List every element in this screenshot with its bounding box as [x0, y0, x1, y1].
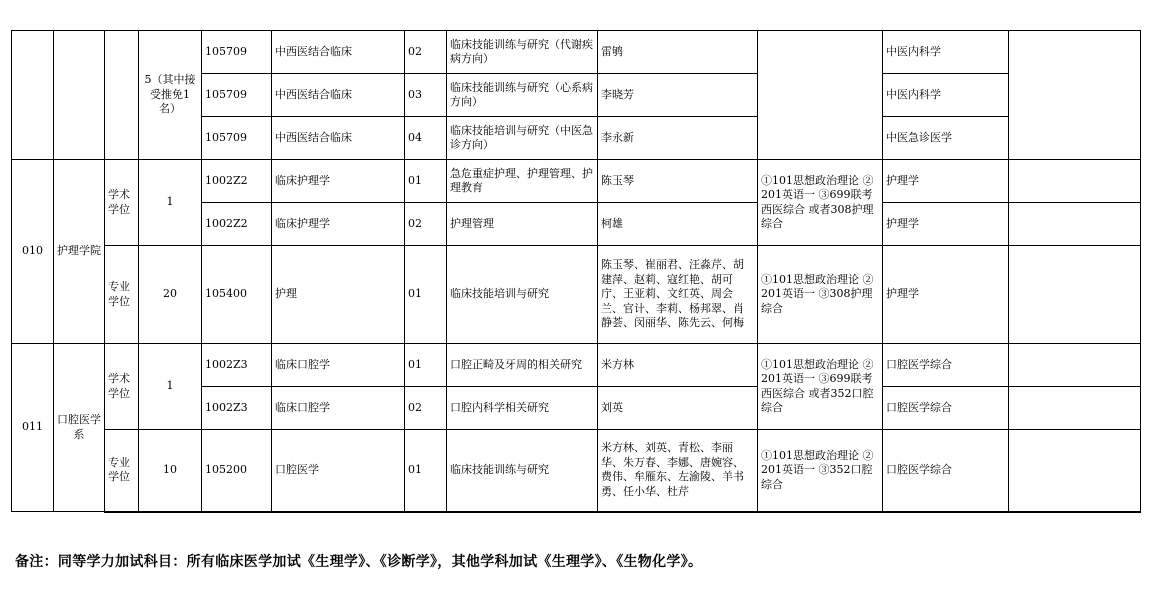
major-code: 105709 [202, 74, 272, 117]
retest-subject: 中医内科学 [883, 31, 1009, 74]
retest-subject: 口腔医学综合 [883, 430, 1009, 512]
enroll-count: 10 [139, 430, 202, 512]
research-direction: 临床技能培训与研究（中医急诊方向） [447, 117, 598, 160]
table-row [12, 160, 1141, 203]
direction-number: 01 [405, 160, 447, 203]
degree-type: 学术学位 [105, 344, 139, 430]
tutor: 刘英 [598, 387, 758, 430]
degree-type: 专业学位 [105, 246, 139, 344]
major-code: 105400 [202, 246, 272, 344]
major-code: 1002Z3 [202, 344, 272, 387]
major-name: 口腔医学 [272, 430, 405, 512]
major-name: 中西医结合临床 [272, 74, 405, 117]
table-row [12, 430, 1141, 512]
tutor-list: 陈玉琴、崔丽君、汪淼芹、胡建萍、赵莉、寇红艳、胡可庁、王亚莉、文红英、周会兰、官计、李莉、杨邦翠、肖静荟、闵丽华、陈先云、何梅 [598, 246, 758, 344]
dept-code: 010 [12, 160, 54, 344]
footnote: 备注：同等学力加试科目：所有临床医学加试《生理学》、《诊断学》，其他学科加试《生理学》、《生物化学》。 [15, 554, 703, 570]
direction-number: 02 [405, 31, 447, 74]
major-code: 105709 [202, 31, 272, 74]
dept-name: 护理学院 [54, 160, 105, 344]
tutor: 陈玉琴 [598, 160, 758, 203]
exam-subjects: ①101思想政治理论 ②201英语一 ③308护理综合 [758, 246, 883, 344]
dept-name: 口腔医学系 [54, 344, 105, 512]
degree-type-cell [105, 31, 139, 160]
dept-code-cell [12, 31, 54, 160]
tutor: 李晓芳 [598, 74, 758, 117]
major-code: 1002Z2 [202, 160, 272, 203]
remarks-cell [1009, 246, 1141, 344]
research-direction: 临床技能培训与研究 [447, 246, 598, 344]
direction-number: 01 [405, 430, 447, 512]
table-row [12, 31, 1141, 74]
remarks-cell [1009, 344, 1141, 387]
enroll-count: 20 [139, 246, 202, 344]
remarks-cell [1009, 160, 1141, 203]
major-code: 105709 [202, 117, 272, 160]
remarks-cell [1009, 387, 1141, 430]
direction-number: 03 [405, 74, 447, 117]
retest-subject: 中医急诊医学 [883, 117, 1009, 160]
exam-subjects: ①101思想政治理论 ②201英语一 ③352口腔综合 [758, 430, 883, 512]
direction-number: 01 [405, 246, 447, 344]
tutor: 李永新 [598, 117, 758, 160]
table-row [12, 344, 1141, 387]
exam-subjects [758, 31, 883, 160]
major-name: 临床护理学 [272, 203, 405, 246]
direction-number: 01 [405, 344, 447, 387]
tutor: 柯雄 [598, 203, 758, 246]
retest-subject: 护理学 [883, 246, 1009, 344]
major-code: 1002Z3 [202, 387, 272, 430]
tutor-list: 米方林、刘英、青松、李丽华、朱万春、李娜、唐婉容、费伟、牟雁东、左渝陵、羊书勇、任小华、杜芹 [598, 430, 758, 512]
retest-subject: 护理学 [883, 203, 1009, 246]
dept-name-cell [54, 31, 105, 160]
retest-subject: 口腔医学综合 [883, 387, 1009, 430]
degree-type: 学术学位 [105, 160, 139, 246]
remarks-cell [1009, 203, 1141, 246]
exam-subjects: ①101思想政治理论 ②201英语一 ③699联考西医综合 或者308护理综合 [758, 160, 883, 246]
enroll-count: 1 [139, 160, 202, 246]
major-name: 临床口腔学 [272, 387, 405, 430]
research-direction: 临床技能训练与研究（心系病方向） [447, 74, 598, 117]
exam-subjects: ①101思想政治理论 ②201英语一 ③699联考西医综合 或者352口腔综合 [758, 344, 883, 430]
major-name: 临床护理学 [272, 160, 405, 203]
major-name: 中西医结合临床 [272, 117, 405, 160]
major-code: 1002Z2 [202, 203, 272, 246]
major-name: 临床口腔学 [272, 344, 405, 387]
research-direction: 护理管理 [447, 203, 598, 246]
admissions-table [11, 30, 1141, 513]
tutor: 米方林 [598, 344, 758, 387]
direction-number: 04 [405, 117, 447, 160]
research-direction: 急危重症护理、护理管理、护理教育 [447, 160, 598, 203]
research-direction: 临床技能训练与研究（代谢疾病方向） [447, 31, 598, 74]
major-code: 105200 [202, 430, 272, 512]
degree-type: 专业学位 [105, 430, 139, 512]
research-direction: 口腔正畸及牙周的相关研究 [447, 344, 598, 387]
major-name: 护理 [272, 246, 405, 344]
research-direction: 口腔内科学相关研究 [447, 387, 598, 430]
research-direction: 临床技能训练与研究 [447, 430, 598, 512]
direction-number: 02 [405, 387, 447, 430]
retest-subject: 中医内科学 [883, 74, 1009, 117]
major-name: 中西医结合临床 [272, 31, 405, 74]
remarks-cell [1009, 31, 1141, 160]
tutor: 雷鸲 [598, 31, 758, 74]
retest-subject: 护理学 [883, 160, 1009, 203]
enroll-count: 1 [139, 344, 202, 430]
enroll-count: 5（其中接受推免1名） [139, 31, 202, 160]
dept-code: 011 [12, 344, 54, 512]
table-row [12, 246, 1141, 344]
remarks-cell [1009, 430, 1141, 512]
direction-number: 02 [405, 203, 447, 246]
retest-subject: 口腔医学综合 [883, 344, 1009, 387]
